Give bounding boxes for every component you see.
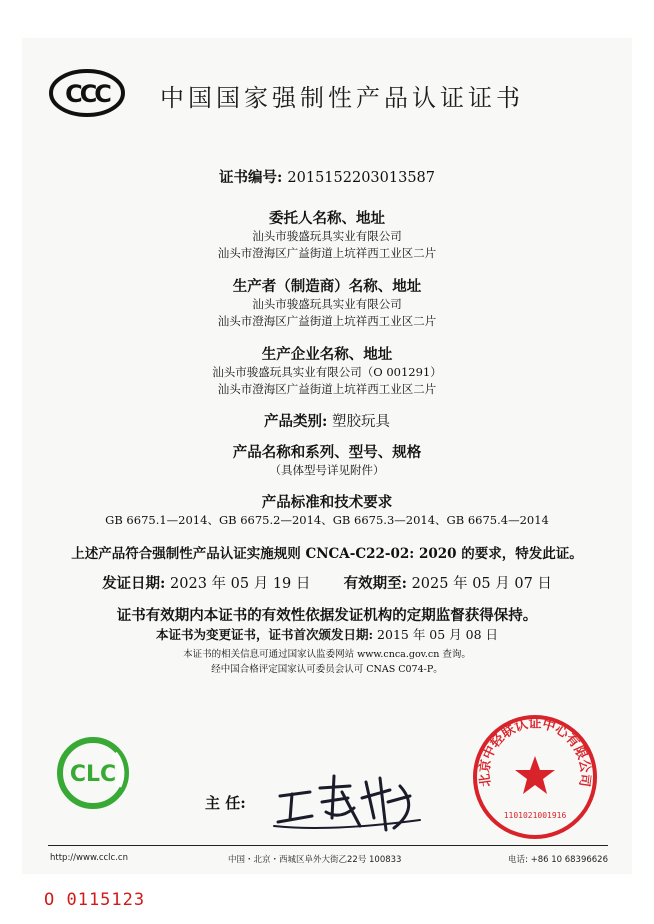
director-label: 主 任: [205, 794, 246, 812]
product-name-heading: 产品名称和系列、型号、规格 [232, 444, 422, 461]
first-issue-date: 2015 年 05 月 08 日 [377, 627, 499, 642]
ccc-logo-text: CCC [65, 80, 109, 108]
footer-divider [48, 845, 608, 846]
footer-address: 中国・北京・西城区阜外大街乙22号 100833 [228, 855, 402, 865]
official-seal [470, 712, 600, 842]
factory-heading: 生产企业名称、地址 [261, 346, 393, 363]
footer-website: http://www.cclc.cn [50, 853, 128, 863]
manufacturer-address: 汕头市澄海区广益街道上坑祥西工业区二片 [217, 314, 437, 328]
conformity-statement: 上述产品符合强制性产品认证实施规则 CNCA-C22-02: 2020 的要求，特发此证。 [71, 546, 583, 562]
serial-number: O 0115123 [44, 890, 146, 910]
valid-date-label: 有效期至: [343, 575, 407, 592]
issue-date: 2023 年 05 月 19 日 [170, 576, 311, 592]
standards-heading: 产品标准和技术要求 [261, 494, 393, 511]
first-issue-label: 本证书为变更证书，证书首次颁发日期: [155, 627, 374, 642]
product-model-note: （具体型号详见附件） [269, 463, 385, 477]
product-category [22, 410, 632, 431]
accreditation-note: 经中国合格评定国家认可委员会认可 CNAS C074-P。 [211, 664, 443, 675]
certificate-number-label: 证书编号: [218, 169, 283, 186]
issue-date-label: 发证日期: [102, 575, 166, 592]
seal-star-icon [515, 756, 555, 794]
product-category-label: 产品类别: [264, 413, 328, 430]
change-certificate-note [22, 625, 632, 643]
dates-row [22, 572, 632, 593]
certificate-number [22, 166, 632, 187]
clc-logo-text: CLC [69, 762, 117, 787]
manufacturer-heading: 生产者（制造商）名称、地址 [232, 278, 422, 295]
ccc-logo [48, 68, 126, 118]
factory-name: 汕头市骏盛玩具实业有限公司（O 001291） [212, 365, 442, 379]
manufacturer-name: 汕头市骏盛玩具实业有限公司 [252, 297, 402, 311]
director-signature [270, 768, 430, 838]
seal-text: 北京中轻联认证中心有限公司 [477, 716, 593, 788]
certificate-number-value: 2015152203013587 [287, 170, 436, 186]
client-heading: 委托人名称、地址 [269, 210, 385, 227]
factory-address: 汕头市澄海区广益街道上坑祥西工业区二片 [217, 382, 437, 396]
page-title: 中国国家强制性产品认证证书 [160, 84, 524, 112]
validity-note: 证书有效期内本证书的有效性依据发证机构的定期监督获得保持。 [116, 607, 538, 624]
clc-logo [56, 736, 130, 810]
product-category-value: 塑胶玩具 [331, 414, 390, 430]
seal-number: 1101021001916 [503, 811, 567, 820]
footer-phone: 电话: +86 10 68396626 [508, 855, 608, 865]
valid-date: 2025 年 05 月 07 日 [411, 576, 552, 592]
client-name: 汕头市骏盛玩具实业有限公司 [252, 229, 402, 243]
query-note: 本证书的相关信息可通过国家认监委网站 www.cnca.gov.cn 查询。 [183, 649, 471, 660]
client-address: 汕头市澄海区广益街道上坑祥西工业区二片 [217, 246, 437, 260]
standards-list: GB 6675.1—2014、GB 6675.2—2014、GB 6675.3—2014、GB 6675.4—2014 [105, 513, 549, 527]
